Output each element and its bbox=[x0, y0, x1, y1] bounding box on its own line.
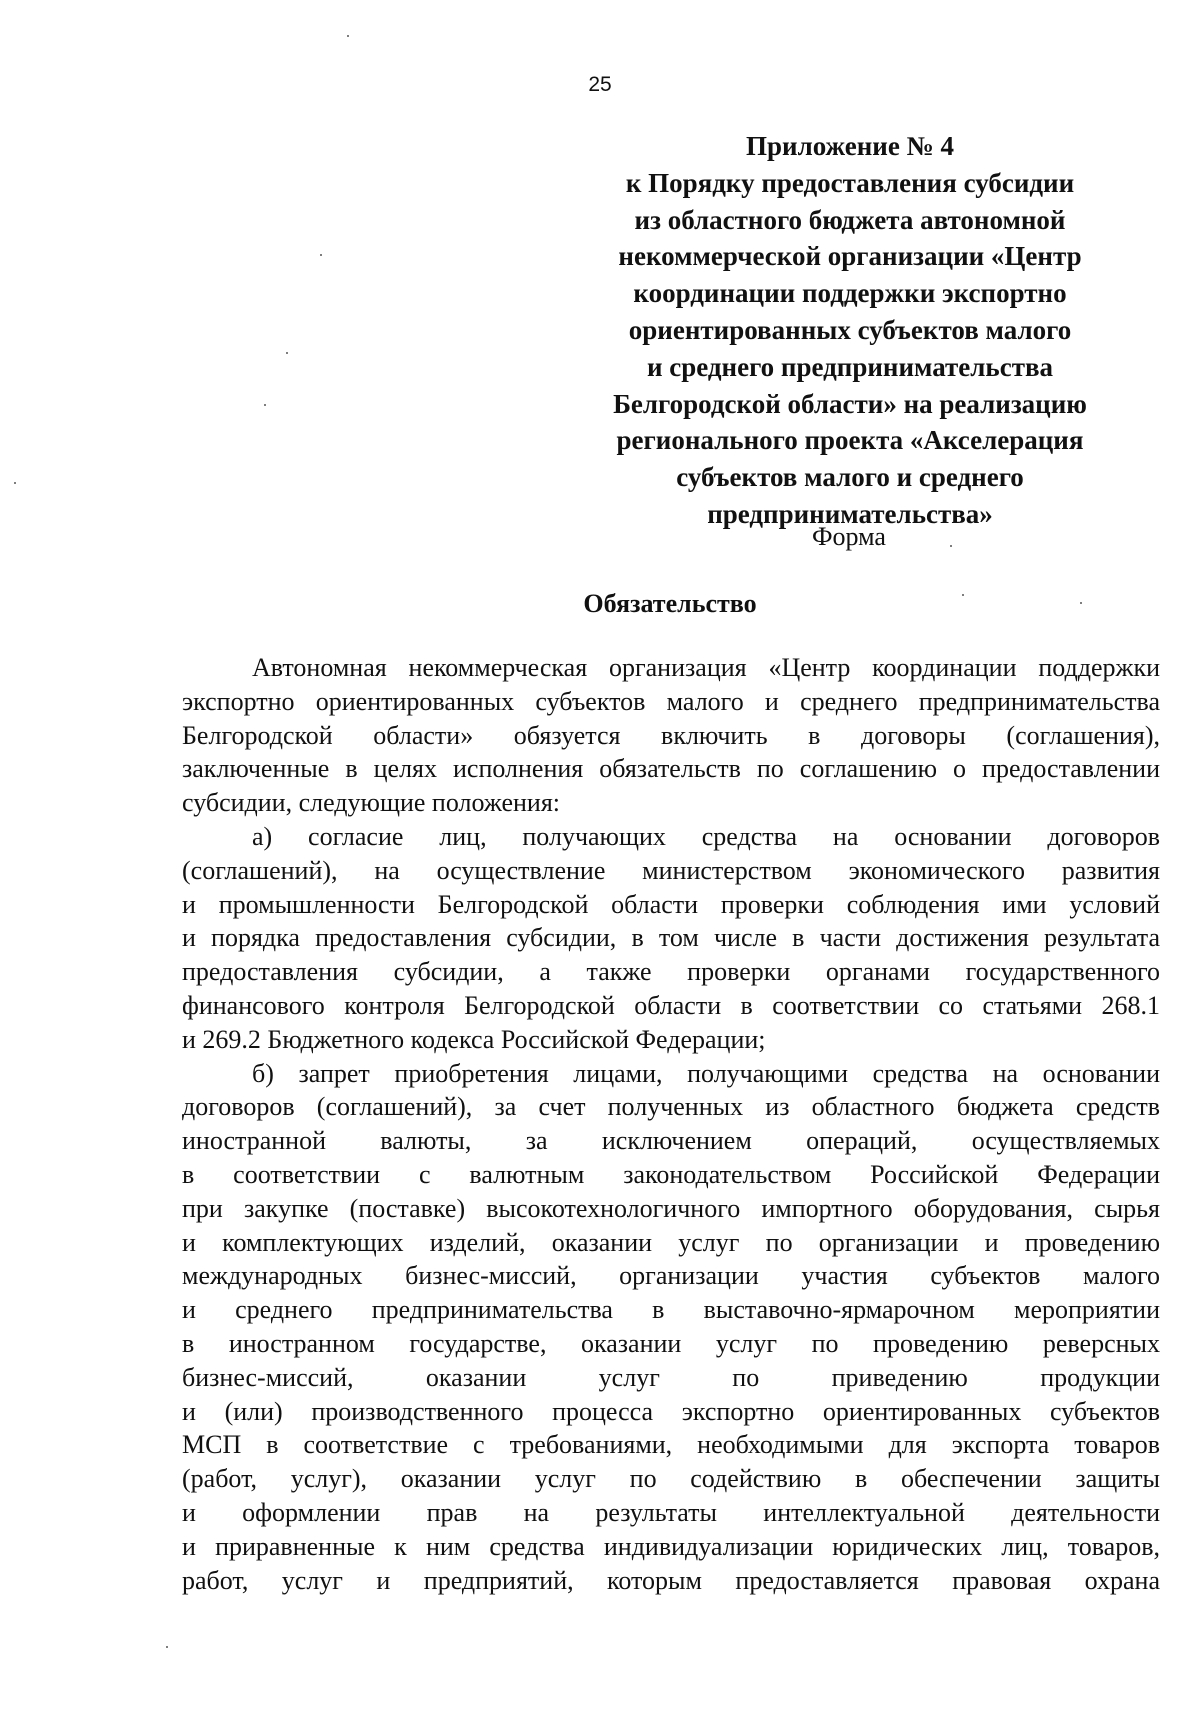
body-line: бизнес-миссий, оказании услуг по приведению продукции bbox=[182, 1362, 1160, 1392]
body-line: международных бизнес-миссий, организации участия субъектов малого bbox=[182, 1261, 1160, 1291]
body-line: и приравненные к ним средства индивидуализации юридических лиц, товаров, bbox=[182, 1531, 1160, 1561]
scan-speck bbox=[166, 1646, 168, 1648]
appendix-header bbox=[590, 128, 1110, 533]
scan-speck bbox=[1080, 602, 1082, 604]
appendix-line: предпринимательства» bbox=[707, 498, 993, 529]
appendix-line: субъектов малого и среднего bbox=[676, 462, 1024, 493]
document-title: Обязательство bbox=[583, 589, 757, 618]
document-body bbox=[182, 651, 1160, 1597]
scan-speck bbox=[962, 594, 964, 596]
body-line: (работ, услуг), оказании услуг по содействию в обеспечении защиты bbox=[182, 1464, 1160, 1494]
appendix-line: некоммерческой организации «Центр bbox=[618, 241, 1082, 272]
form-label: Форма bbox=[812, 522, 886, 551]
appendix-line: Приложение № 4 bbox=[746, 131, 954, 161]
body-line: иностранной валюты, за исключением операций, осуществляемых bbox=[182, 1126, 1160, 1156]
body-line: а) согласие лиц, получающих средства на основании договоров bbox=[252, 821, 1160, 851]
body-line: в соответствии с валютным законодательством Российской Федерации bbox=[182, 1159, 1160, 1189]
body-line: и оформлении прав на результаты интеллектуальной деятельности bbox=[182, 1497, 1160, 1527]
body-line: при закупке (поставке) высокотехнологичного импортного оборудования, сырья bbox=[182, 1193, 1160, 1223]
appendix-line: к Порядку предоставления субсидии bbox=[625, 167, 1075, 198]
scan-speck bbox=[950, 545, 952, 547]
scan-speck bbox=[347, 35, 349, 37]
scan-speck bbox=[320, 254, 322, 256]
body-line: и порядка предоставления субсидии, в том числе в части достижения результата bbox=[182, 923, 1160, 953]
appendix-line: регионального проекта «Акселерация bbox=[616, 425, 1084, 456]
page-number: 25 bbox=[588, 73, 612, 96]
body-line: субсидии, следующие положения: bbox=[182, 788, 561, 818]
body-line: и комплектующих изделий, оказании услуг по организации и проведению bbox=[182, 1227, 1160, 1257]
appendix-line: из областного бюджета автономной bbox=[634, 204, 1066, 235]
body-line: и 269.2 Бюджетного кодекса Российской Федерации; bbox=[182, 1024, 766, 1054]
appendix-line: Белгородской области» на реализацию bbox=[613, 388, 1087, 419]
body-line: экспортно ориентированных субъектов малого и среднего предпринимательства bbox=[182, 686, 1160, 716]
body-line: предоставления субсидии, а также проверки органами государственного bbox=[182, 957, 1160, 987]
body-line: финансового контроля Белгородской области в соответствии со статьями 268.1 bbox=[182, 990, 1160, 1020]
body-line: договоров (соглашений), за счет полученных из областного бюджета средств bbox=[182, 1092, 1160, 1122]
scan-speck bbox=[264, 404, 266, 406]
scan-speck bbox=[286, 352, 288, 354]
body-line: в иностранном государстве, оказании услуг по проведению реверсных bbox=[182, 1328, 1160, 1358]
body-line: МСП в соответствие с требованиями, необходимыми для экспорта товаров bbox=[182, 1430, 1160, 1460]
body-line: (соглашений), на осуществление министерством экономического развития bbox=[182, 855, 1160, 885]
appendix-line: ориентированных субъектов малого bbox=[628, 314, 1072, 345]
body-line: работ, услуг и предприятий, которым предоставляется правовая охрана bbox=[182, 1565, 1160, 1595]
appendix-line: координации поддержки экспортно bbox=[633, 278, 1067, 309]
appendix-line: и среднего предпринимательства bbox=[646, 351, 1054, 382]
body-line: и промышленности Белгородской области проверки соблюдения ими условий bbox=[182, 889, 1160, 919]
body-line: б) запрет приобретения лицами, получающими средства на основании bbox=[252, 1058, 1160, 1088]
body-line: Белгородской области» обязуется включить в договоры (соглашения), bbox=[182, 720, 1160, 750]
body-line: Автономная некоммерческая организация «Центр координации поддержки bbox=[252, 653, 1160, 682]
body-line: и среднего предпринимательства в выставочно-ярмарочном мероприятии bbox=[182, 1295, 1160, 1325]
body-line: и (или) производственного процесса экспортно ориентированных субъектов bbox=[182, 1396, 1160, 1426]
body-line: заключенные в целях исполнения обязательств по соглашению о предоставлении bbox=[182, 754, 1160, 784]
scan-speck bbox=[14, 482, 16, 484]
